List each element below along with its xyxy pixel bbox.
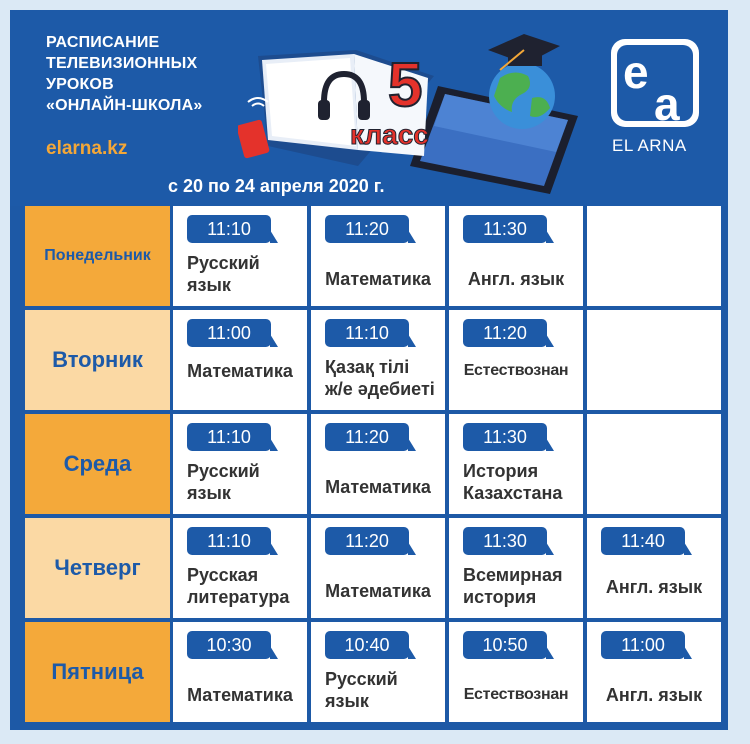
lesson-cell bbox=[587, 518, 721, 618]
lesson-subject: Русский язык bbox=[325, 669, 398, 711]
svg-text:e: e bbox=[623, 46, 649, 98]
lesson-time-badge: 11:00 bbox=[601, 631, 685, 659]
header-banner bbox=[10, 10, 728, 206]
day-label: Среда bbox=[25, 414, 170, 514]
lesson-subject: История Казахстана bbox=[463, 461, 563, 503]
lesson-time-badge: 10:50 bbox=[463, 631, 547, 659]
day-label: Понедельник bbox=[25, 206, 170, 306]
day-label: Вторник bbox=[25, 310, 170, 410]
lesson-subject: Естествознан bbox=[463, 686, 569, 703]
lesson-cell bbox=[311, 414, 445, 514]
lesson-cell bbox=[587, 310, 721, 410]
lesson-cell bbox=[449, 518, 583, 618]
lesson-time-badge: 11:20 bbox=[463, 319, 547, 347]
lesson-cell bbox=[449, 414, 583, 514]
lesson-subject: Русская литература bbox=[187, 565, 290, 607]
lesson-subject: Англ. язык bbox=[605, 577, 703, 597]
lesson-subject: Всемирная история bbox=[463, 565, 563, 607]
schedule-poster bbox=[10, 10, 728, 730]
lesson-subject: Қазақ тілі ж/е әдебиеті bbox=[325, 357, 435, 399]
lesson-time-badge: 11:10 bbox=[325, 319, 409, 347]
svg-text:a: a bbox=[654, 78, 680, 130]
lesson-cell bbox=[587, 414, 721, 514]
day-label: Пятница bbox=[25, 622, 170, 722]
schedule-table bbox=[25, 206, 723, 725]
lesson-subject: Математика bbox=[187, 361, 293, 381]
lesson-cell bbox=[587, 622, 721, 722]
date-range: с 20 по 24 апреля 2020 г. bbox=[168, 176, 385, 196]
lesson-time-badge: 11:10 bbox=[187, 527, 271, 555]
lesson-subject: Математика bbox=[325, 477, 431, 497]
lesson-subject: Математика bbox=[187, 685, 293, 705]
lesson-subject: Русский язык bbox=[187, 461, 260, 503]
grade-word: класс bbox=[350, 119, 429, 150]
lesson-cell bbox=[173, 518, 307, 618]
lesson-subject: Англ. язык bbox=[605, 685, 703, 705]
lesson-subject: Англ. язык bbox=[467, 269, 565, 289]
lesson-time-badge: 11:30 bbox=[463, 215, 547, 243]
lesson-cell bbox=[449, 622, 583, 722]
poster-title: РАСПИСАНИЕ ТЕЛЕВИЗИОННЫХ УРОКОВ «ОНЛАЙН-ШКОЛА» bbox=[46, 34, 203, 114]
lesson-time-badge: 11:30 bbox=[463, 527, 547, 555]
lesson-time-badge: 10:30 bbox=[187, 631, 271, 659]
lesson-subject: Естествознан bbox=[463, 362, 569, 379]
brand-name: EL ARNA bbox=[612, 136, 687, 155]
website-link[interactable]: elarna.kz bbox=[46, 138, 128, 159]
lesson-time-badge: 11:20 bbox=[325, 423, 409, 451]
lesson-time-badge: 11:10 bbox=[187, 423, 271, 451]
lesson-cell bbox=[311, 310, 445, 410]
lesson-time-badge: 11:00 bbox=[187, 319, 271, 347]
grade-number: 5 bbox=[388, 51, 423, 120]
lesson-cell bbox=[173, 414, 307, 514]
lesson-time-badge: 11:30 bbox=[463, 423, 547, 451]
lesson-subject: Математика bbox=[325, 269, 431, 289]
lesson-cell bbox=[311, 206, 445, 306]
lesson-cell bbox=[449, 206, 583, 306]
lesson-cell bbox=[311, 518, 445, 618]
lesson-time-badge: 11:40 bbox=[601, 527, 685, 555]
lesson-cell bbox=[173, 206, 307, 306]
el-arna-logo bbox=[608, 36, 702, 130]
lesson-time-badge: 11:20 bbox=[325, 215, 409, 243]
lesson-time-badge: 11:10 bbox=[187, 215, 271, 243]
globe-icon bbox=[489, 63, 555, 129]
lesson-cell bbox=[449, 310, 583, 410]
day-label: Четверг bbox=[25, 518, 170, 618]
lesson-cell bbox=[173, 310, 307, 410]
lesson-time-badge: 11:20 bbox=[325, 527, 409, 555]
lesson-subject: Русский язык bbox=[187, 253, 260, 295]
lesson-time-badge: 10:40 bbox=[325, 631, 409, 659]
lesson-cell bbox=[311, 622, 445, 722]
graduation-cap-icon bbox=[488, 34, 560, 70]
lesson-subject: Математика bbox=[325, 581, 431, 601]
lesson-cell bbox=[587, 206, 721, 306]
lesson-cell bbox=[173, 622, 307, 722]
